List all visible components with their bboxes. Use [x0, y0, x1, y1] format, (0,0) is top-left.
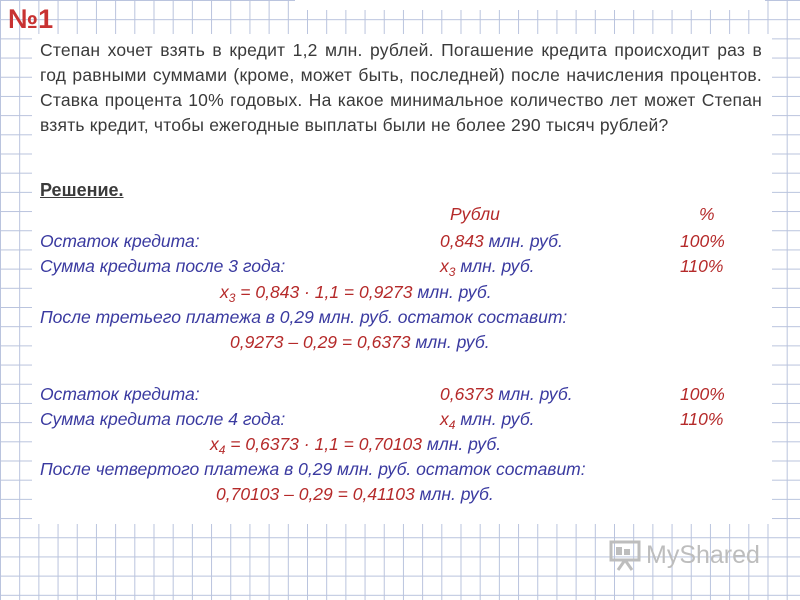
solution-heading: Решение. — [40, 180, 124, 200]
remainder-label: Остаток кредита: — [40, 384, 200, 404]
sum-value: $x_4$ млн. руб. — [440, 409, 535, 432]
column-header-rubles: Рубли — [450, 204, 500, 224]
remainder-value: 0,6373 млн. руб. — [440, 384, 573, 404]
result-line-1: 0,9273 – 0,29 = 0,6373 млн. руб. — [230, 332, 490, 352]
content-panel — [32, 34, 772, 524]
top-white-strip — [295, 0, 765, 10]
sum-value: $x_3$ млн. руб. — [440, 256, 535, 279]
remainder-percent: 100% — [680, 384, 725, 404]
column-header-percent: % — [699, 204, 715, 224]
watermark-text: MyShared — [646, 540, 760, 569]
sum-percent: 110% — [680, 256, 724, 276]
after-payment-line-2: После четвертого платежа в 0,29 млн. руб. остаток составит: — [40, 459, 586, 479]
remainder-percent: 100% — [680, 231, 725, 251]
sum-percent: 110% — [680, 409, 724, 429]
watermark — [608, 536, 760, 574]
result-line-2: 0,70103 – 0,29 = 0,41103 млн. руб. — [216, 484, 494, 504]
sum-label: Сумма кредита после 4 года: — [40, 409, 286, 429]
problem-statement: Степан хочет взять в кредит 1,2 млн. рублей. Погашение кредита происходит раз в год равными суммами (кроме, может быть, последней) после начисления процентов. Ставка процента 10% годовых. На какое минимальное количество лет может Степан взять кредит, чтобы ежегодные выплаты были не более 290 тысяч рублей? — [40, 40, 762, 135]
remainder-label: Остаток кредита: — [40, 231, 200, 251]
formula-line-2: $x_4 = 0,6373 \cdot 1,1 = 0,70103$ млн. руб. — [210, 434, 502, 457]
sum-label: Сумма кредита после 3 года: — [40, 256, 286, 276]
remainder-value: 0,843 млн. руб. — [440, 231, 563, 251]
slide-number: №1 — [8, 4, 54, 34]
formula-line-1: $x_3 = 0,843 \cdot 1,1 = 0,9273$ млн. руб. — [220, 282, 492, 305]
after-payment-line-1: После третьего платежа в 0,29 млн. руб. остаток составит: — [40, 307, 568, 327]
presentation-board-icon — [608, 538, 642, 572]
